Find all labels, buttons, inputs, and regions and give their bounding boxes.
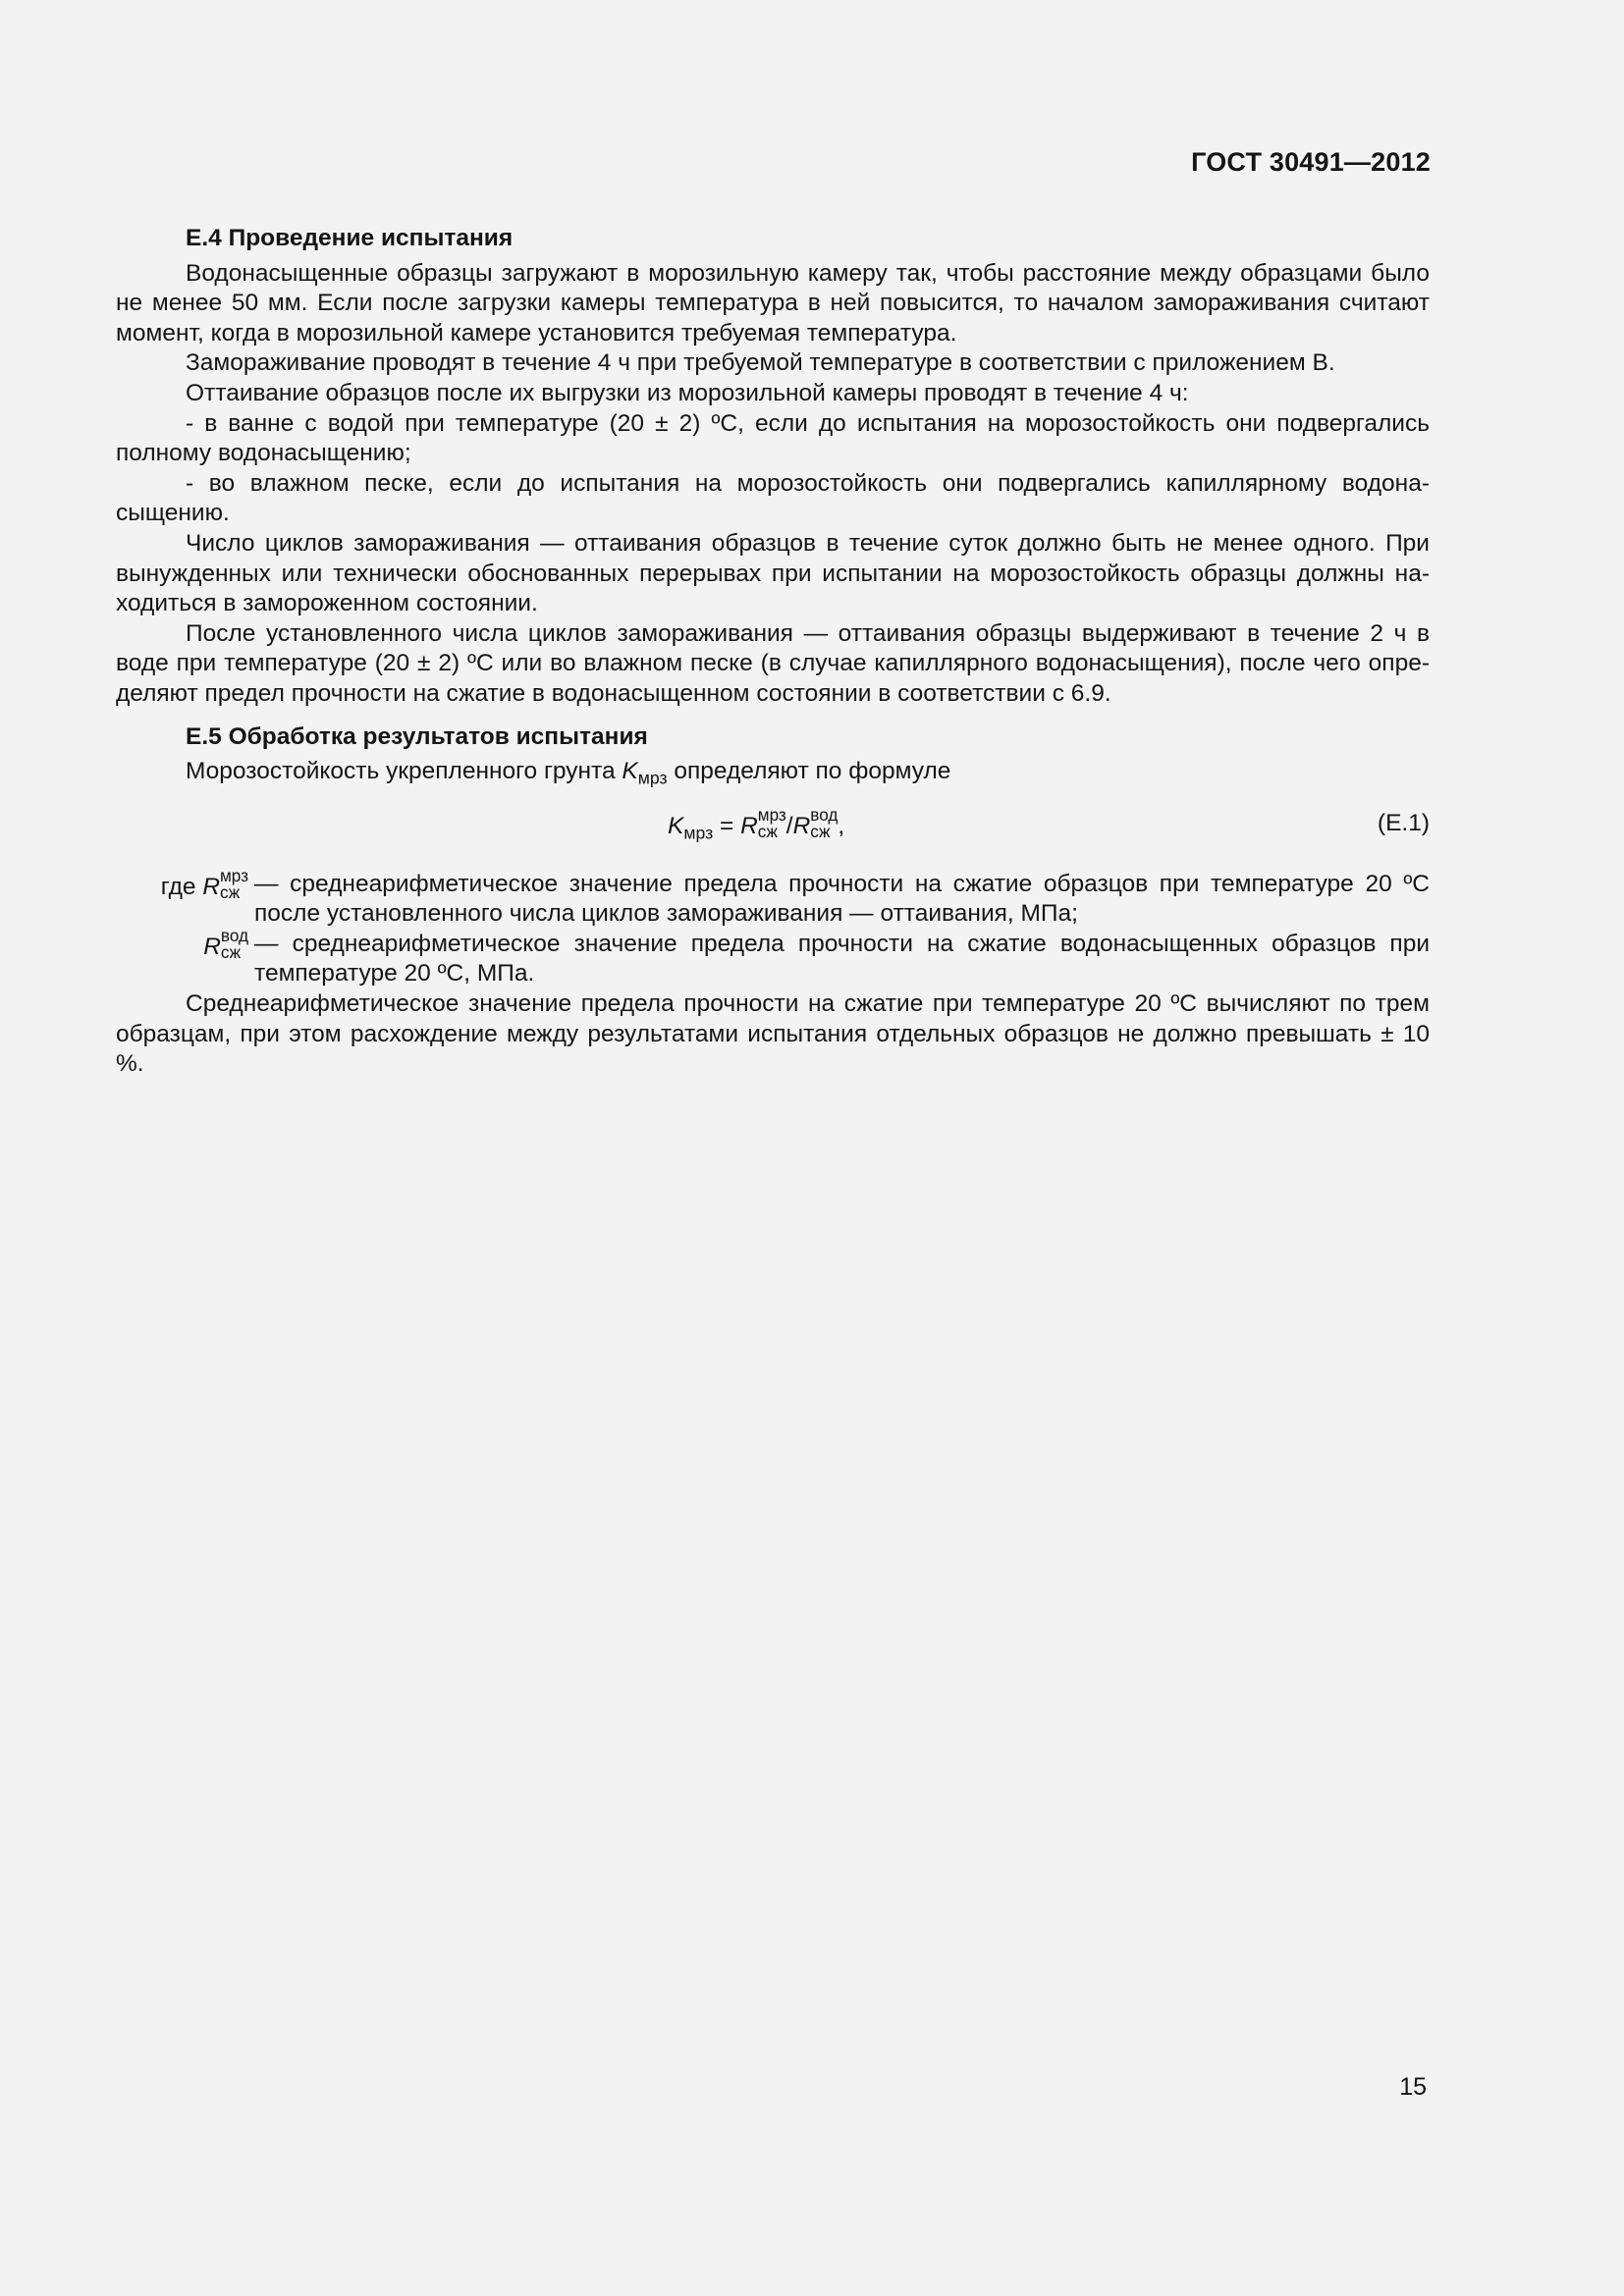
document-body (116, 224, 1430, 1080)
definition-symbol: где R мрз сж (160, 865, 248, 902)
definition-symbol: R вод сж (203, 925, 248, 963)
paragraph: После установленного числа циклов замораживания — оттаивания образцы выдерживают в течение 2 ч в воде при температуре (20 ± 2) ºС или во влажном песке (в случае капиллярного водонасыщения), после чего определяют предел прочности на сжатие в водонасыщенном состоянии в соответствии с 6.9. (116, 619, 1430, 707)
paragraph: Число циклов замораживания — оттаивания образцов в течение суток должно быть не менее одного. При вынужденных или технически обоснованных перерывах при испытании на морозостойкость образцы должны находиться в замороженном состоянии. (116, 529, 1430, 617)
formula-intro: Морозостойкость укрепленного грунта $K_{мрз}$ определяют по формуле (186, 758, 951, 788)
document-code: ГОСТ 30491—2012 (1191, 147, 1431, 177)
definition-text: — среднеарифметическое значение предела прочности на сжатие образцов при температуре 20 ºС после установленного числа циклов замораживания — оттаивания, МПа; (254, 870, 1430, 928)
paragraph: Среднеарифметическое значение предела прочности на сжатие при температуре 20 ºС вычисляют по трем образцам, при этом расхождение между результатами испытания отдельных образцов не должно превышать ± 10 %. (116, 990, 1430, 1078)
section-e5-title: Е.5 Обработка результатов испытания (186, 722, 648, 750)
paragraph: Оттаивание образцов после их выгрузки из морозильной камеры проводят в течение 4 ч: (186, 379, 1189, 406)
paragraph: Замораживание проводят в течение 4 ч при требуемой температуре в соответствии с приложением В. (186, 349, 1335, 377)
formula-expression: $K_{мрз} = R$ мрз сж /R вод сж , (668, 804, 845, 843)
definition-row (116, 925, 1430, 989)
definition-row (116, 865, 1430, 930)
symbol-definitions (116, 865, 1430, 989)
formula-number: (Е.1) (1377, 809, 1430, 836)
section-e4-title: Е.4 Проведение испытания (186, 225, 514, 251)
formula-e1 (116, 803, 1430, 862)
paragraph: Водонасыщенные образцы загружают в морозильную камеру так, чтобы расстояние между образцами было не менее 50 мм. Если после загрузки камеры температура в ней повысится, то началом замораживания считают момент, когда в морозильной камере установится требуемая температура. (116, 259, 1430, 347)
list-item: - в ванне с водой при температуре (20 ± 2) ºС, если до испытания на морозостойкость они подвергались полному водонасыщению; (116, 409, 1430, 467)
list-item: - во влажном песке, если до испытания на морозостойкость они подвергались капиллярному водонасыщению. (116, 469, 1430, 527)
page-number: 15 (1399, 2073, 1427, 2101)
definition-text: — среднеарифметическое значение предела прочности на сжатие водонасыщенных образцов при температуре 20 ºС, МПа. (254, 930, 1430, 988)
